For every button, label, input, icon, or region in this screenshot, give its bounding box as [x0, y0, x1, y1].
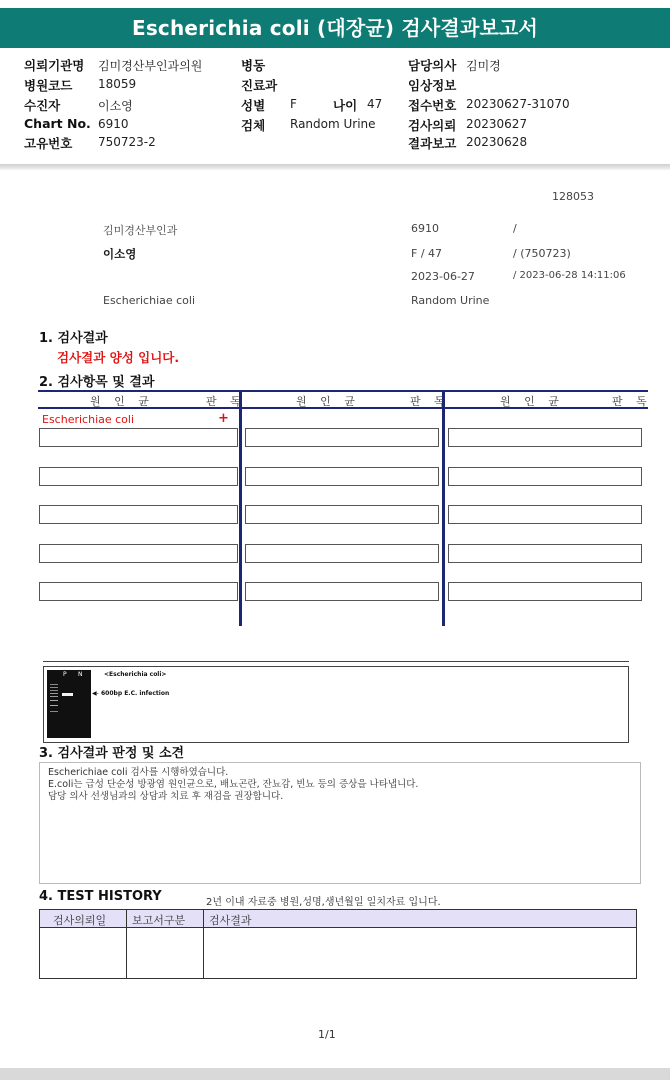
- report-title: Escherichia coli (대장균) 검사결과보고서: [0, 8, 670, 48]
- positive-result-text: 검사결과 양성 입니다.: [57, 350, 180, 365]
- unique-number-value: 750723-2: [98, 135, 156, 149]
- age-value: 47: [367, 97, 383, 111]
- finding-line: Escherichiae coli 검사를 시행하였습니다.: [48, 767, 229, 778]
- history-table: [39, 909, 637, 979]
- column-divider: [442, 390, 445, 626]
- attending-doctor-value: 김미경: [466, 59, 501, 73]
- result-cell: [448, 428, 642, 447]
- specimen-label: 검체: [241, 118, 266, 133]
- col-header-judgement: 판 독: [410, 395, 450, 408]
- report-chart-no: 6910: [411, 222, 439, 235]
- history-col-divider: [203, 910, 204, 978]
- finding-line: 담당 의사 선생님과의 상담과 치료 후 재검을 권장합니다.: [48, 791, 284, 802]
- result-cell: [448, 582, 642, 601]
- report-slash: /: [513, 222, 517, 235]
- report-hospital: 김미경산부인과: [103, 224, 178, 237]
- col-header-judgement: 판 독: [612, 395, 652, 408]
- result-cell: [448, 544, 642, 563]
- section-4-title: 4. TEST HISTORY: [39, 889, 162, 904]
- finding-line: E.coli는 급성 단순성 방광염 원인균으로, 배뇨곤란, 잔뇨감, 빈뇨 등의 증상을 나타냅니다.: [48, 779, 419, 790]
- col-header-pathogen: 원 인 균: [90, 395, 154, 408]
- findings-box: [39, 762, 641, 884]
- result-report-label: 결과보고: [408, 136, 457, 151]
- result-cell: [39, 428, 238, 447]
- report-specimen: Random Urine: [411, 294, 490, 307]
- hospital-code-value: 18059: [98, 77, 137, 91]
- gel-electrophoresis-image: [47, 670, 91, 738]
- band-arrow-icon: ◀-: [92, 690, 99, 697]
- col-header-pathogen: 원 인 균: [500, 395, 564, 408]
- requesting-institution-label: 의뢰기관명: [24, 58, 85, 73]
- panel-separator: [0, 164, 670, 170]
- section-2-title: 2. 검사항목 및 결과: [39, 375, 155, 390]
- report-birth: / (750723): [513, 247, 571, 260]
- department-label: 진료과: [241, 78, 278, 93]
- history-note: 2년 이내 자료중 병원,성명,생년월일 일치자료 입니다.: [206, 897, 441, 908]
- ward-label: 병동: [241, 58, 266, 73]
- result-cell: [245, 467, 439, 486]
- sex-label: 성별: [241, 98, 266, 113]
- test-request-label: 검사의뢰: [408, 118, 457, 133]
- gel-bands: [47, 670, 91, 738]
- lane-p-label: P: [63, 671, 67, 678]
- header-panel: [0, 52, 670, 164]
- gel-title: <Escherichia coli>: [104, 671, 167, 678]
- result-cell: [39, 505, 238, 524]
- result-cell: [245, 544, 439, 563]
- result-cell: [245, 428, 439, 447]
- history-col-result: 검사결과: [209, 914, 252, 927]
- section-1-title: 1. 검사결과: [39, 331, 108, 346]
- result-cell: [245, 505, 439, 524]
- result-report-value: 20230628: [466, 135, 528, 149]
- gel-top-rule: [43, 661, 629, 662]
- age-label: 나이: [333, 98, 358, 113]
- result-judgement: +: [218, 411, 229, 426]
- result-cell: [448, 467, 642, 486]
- report-patient-name: 이소영: [103, 247, 137, 261]
- sex-value: F: [290, 97, 297, 111]
- result-cell: [245, 582, 439, 601]
- bottom-bar: [0, 1068, 670, 1080]
- chart-no-value: 6910: [98, 117, 129, 131]
- page-number: 1/1: [318, 1028, 336, 1041]
- hospital-code-label: 병원코드: [24, 78, 73, 93]
- receipt-number-value: 20230627-31070: [466, 97, 570, 111]
- section-3-title: 3. 검사결과 판정 및 소견: [39, 746, 185, 761]
- col-header-pathogen: 원 인 균: [296, 395, 360, 408]
- history-col-request-date: 검사의뢰일: [53, 914, 107, 927]
- history-header-row: [40, 910, 636, 928]
- report-sex-age: F / 47: [411, 247, 443, 260]
- history-col-report-type: 보고서구분: [132, 914, 186, 927]
- test-request-value: 20230627: [466, 117, 528, 131]
- patient-value: 이소영: [98, 99, 133, 113]
- result-cell: [448, 505, 642, 524]
- requesting-institution-value: 김미경산부인과의원: [98, 59, 203, 73]
- attending-doctor-label: 담당의사: [408, 58, 457, 73]
- report-test-name: Escherichiae coli: [103, 294, 196, 307]
- table-top-rule: [38, 390, 648, 392]
- lane-n-label: N: [78, 671, 83, 678]
- col-header-judgement: 판 독: [206, 395, 246, 408]
- specimen-value: Random Urine: [290, 117, 376, 131]
- report-datetime: / 2023-06-28 14:11:06: [513, 270, 626, 281]
- unique-number-label: 고유번호: [24, 136, 73, 151]
- result-cell: [39, 544, 238, 563]
- column-divider: [239, 390, 242, 626]
- report-request-date: 2023-06-27: [411, 270, 475, 283]
- result-cell: [39, 582, 238, 601]
- result-cell: [39, 467, 238, 486]
- history-col-divider: [126, 910, 127, 978]
- patient-label: 수진자: [24, 98, 61, 113]
- result-pathogen: Escherichiae coli: [42, 413, 135, 426]
- band-label: 600bp E.C. infection: [101, 690, 170, 697]
- report-id: 128053: [552, 190, 594, 203]
- clinical-info-label: 임상정보: [408, 78, 457, 93]
- chart-no-label: Chart No.: [24, 116, 91, 131]
- receipt-number-label: 접수번호: [408, 98, 457, 113]
